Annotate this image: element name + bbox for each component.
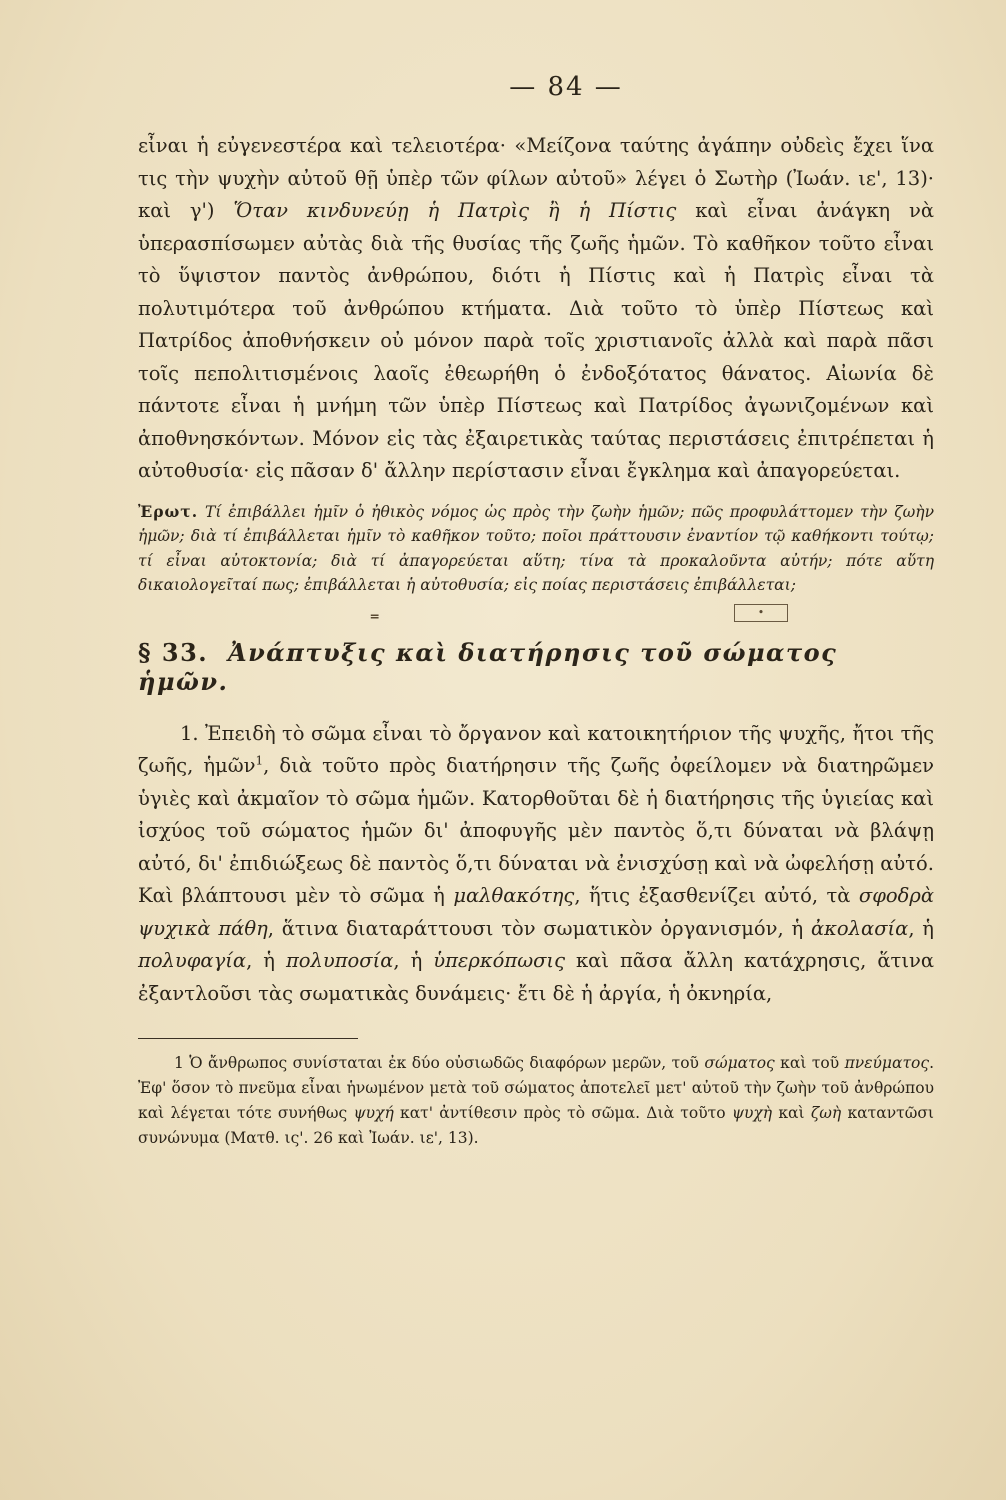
italic-run: πολυποσία [285,949,394,972]
italic-run: σώματος [704,1054,775,1072]
text-run: , ἡ [246,949,286,972]
text-run: , ἥτις ἐξασθενίζει αὐτό, τὰ [574,884,859,907]
footnote-divider [138,1038,358,1039]
text-run: , ἡ [908,916,934,940]
footnote [138,1051,934,1151]
text-run: 1. Ἐπειδὴ τὸ σῶμα εἶναι τὸ ὄργανον καὶ κατοικητήριον τῆς ψυχῆς, ἤτοι τῆς ζωῆς, ἡμῶν [138,721,934,777]
questions-text: Τί ἐπιβάλλει ἡμῖν ὁ ἠθικὸς νόμος ὡς πρὸς τὴν ζωὴν ἡμῶν; πῶς προφυλάττομεν τὴν ζωὴν ἡμῶν; διὰ τί ἐπιβάλλεται ἡμῖν τὸ καθῆκον τοῦτο; ποῖοι πράττουσιν ἐναντίον τῷ καθήκοντι τούτῳ; τί εἶναι αὐτοκτονία; διὰ τί ἀπαγορεύεται αὕτη; τίνα τὰ προκαλοῦντα αὐτήν; πότε αὕτη δικαιολογεῖταί πως; ἐπιβάλλεται ἡ αὐτοθυσία; εἰς ποίας περιστάσεις ἐπιβάλλεται; [138,502,934,594]
section-number: § 33. [138,637,209,667]
italic-run: ψυχὴ [731,1104,773,1122]
italic-run: Ὅταν κινδυνεύῃ ἡ Πατρὶς ἢ ἡ Πίστις [233,199,677,222]
text-run: 1 Ὁ ἄνθρωπος συνίσταται ἐκ δύο οὐσιωδῶς διαφόρων μερῶν, τοῦ [174,1054,705,1072]
text-run: , διὰ τοῦτο πρὸς διατήρησιν τῆς ζωῆς ὀφείλομεν νὰ διατηρῶμεν ὑγιὲς καὶ ἀκμαῖον τὸ σῶμα ἡμῶν. Κατορθοῦται δὲ ἡ διατήρησις τῆς ὑγιείας καὶ ἰσχύος τοῦ σώματος ἡμῶν δι' ἀποφυγῆς μὲν παντὸς ὅ,τι δύναται νὰ βλάψῃ αὐτό, δι' ἐπιδιώξεως δὲ παντὸς ὅ,τι δύναται νὰ ἐνισχύσῃ καὶ νὰ ὠφελήσῃ αὐτό. Καὶ βλάπτουσι μὲν τὸ σῶμα ἡ [138,754,934,907]
text-run: καὶ εἶναι ἀνάγκη νὰ ὑπερασπίσωμεν αὐτὰς διὰ τῆς θυσίας τῆς ζωῆς ἡμῶν. Τὸ καθῆκον τοῦτο εἶναι τὸ ὕψιστον παντὸς ἀνθρώπου, διότι ἡ Πίστις καὶ ἡ Πατρὶς εἶναι τὰ πολυτιμότερα τοῦ ἀνθρώπου κτήματα. Διὰ τοῦτο τὸ ὑπὲρ Πίστεως καὶ Πατρίδος ἀποθνήσκειν οὐ μόνον παρὰ τοῖς χριστιανοῖς ἀλλὰ καὶ παρὰ πᾶσι τοῖς πεπολιτισμένοις λαοῖς ἐθεωρήθη ὁ ἐνδοξότατος θάνατος. Αἰωνία δὲ πάντοτε εἶναι ἡ μνήμη τῶν ὑπὲρ Πίστεως καὶ Πατρίδος ἀγωνιζομένων καὶ ἀποθνησκόντων. Μόνον εἰς τὰς ἐξαιρετικὰς ταύτας περιστάσεις ἐπιτρέπεται ἡ αὐτοθυσία· εἰς πᾶσαν δ' ἄλλην περίστασιν εἶναι ἔγκλημα καὶ ἀπαγορεύεται. [138,199,934,482]
ornament-box-icon: • [734,604,788,622]
questions-lead: Ἐρωτ. [138,501,199,521]
text-run: καταντῶσι συνώνυμα (Ματθ. ις'. 26 καὶ Ἰωάν. ιε', 13). [138,1104,934,1147]
text-run: , ἡ [393,949,434,972]
italic-run: ψυχή [353,1104,394,1122]
body-paragraph-2 [138,718,934,1011]
italic-run: ἀκολασία [810,916,909,940]
page-number: — 84 — [509,72,623,102]
italic-run: πνεύματος [844,1054,930,1072]
italic-run: ζωὴ [810,1104,842,1122]
text-run: καὶ [772,1104,811,1122]
section-heading [138,638,934,696]
text-run: καὶ τοῦ [774,1054,845,1072]
body-paragraph-1 [138,130,934,488]
italic-run: ὑπερκόπωσις [433,949,565,972]
text-run: κατ' ἀντίθεσιν πρὸς τὸ σῶμα. Διὰ τοῦτο [393,1104,732,1122]
italic-run: μαλθακότης [453,884,575,907]
text-run: εἶναι ἡ εὐγενεστέρα καὶ τελειοτέρα· «Μείζονα ταύτης ἀγάπην οὐδεὶς ἔχει ἵνα τις τὴν ψυχὴν αὐτοῦ θῇ ὑπὲρ τῶν φίλων αὐτοῦ» λέγει ὁ Σωτὴρ (Ἰωάν. ιε', 13)· καὶ γ') [138,134,934,222]
text-run: . Ἐφ' ὅσον τὸ πνεῦμα εἶναι ἡνωμένον μετὰ τοῦ σώματος ἀποτελεῖ μετ' αὐτοῦ τὴν ζωὴν τοῦ ἀνθρώπου καὶ λέγεται τότε συνήθως [138,1054,934,1122]
footnote-ref: 1 [255,753,264,768]
section-title: Ἀνάπτυξις καὶ διατήρησις τοῦ σώματος ἡμῶν. [138,637,838,696]
ornament-icon: ᐀ [370,605,380,625]
italic-run: πολυφαγία [138,949,247,972]
questions-block [138,500,934,598]
text-run: , ἅτινα διαταράττουσι τὸν σωματικὸν ὀργανισμόν, ἡ [267,916,811,940]
ornament-row [138,600,934,628]
text-run: καὶ πᾶσα ἄλλη κατάχρησις, ἅτινα ἐξαντλοῦσι τὰς σωματικὰς δυνάμεις· ἔτι δὲ ἡ ἀργία, ἡ ὀκνηρία, [138,949,934,1005]
italic-run: σφοδρὰ ψυχικὰ πάθη [138,884,934,940]
